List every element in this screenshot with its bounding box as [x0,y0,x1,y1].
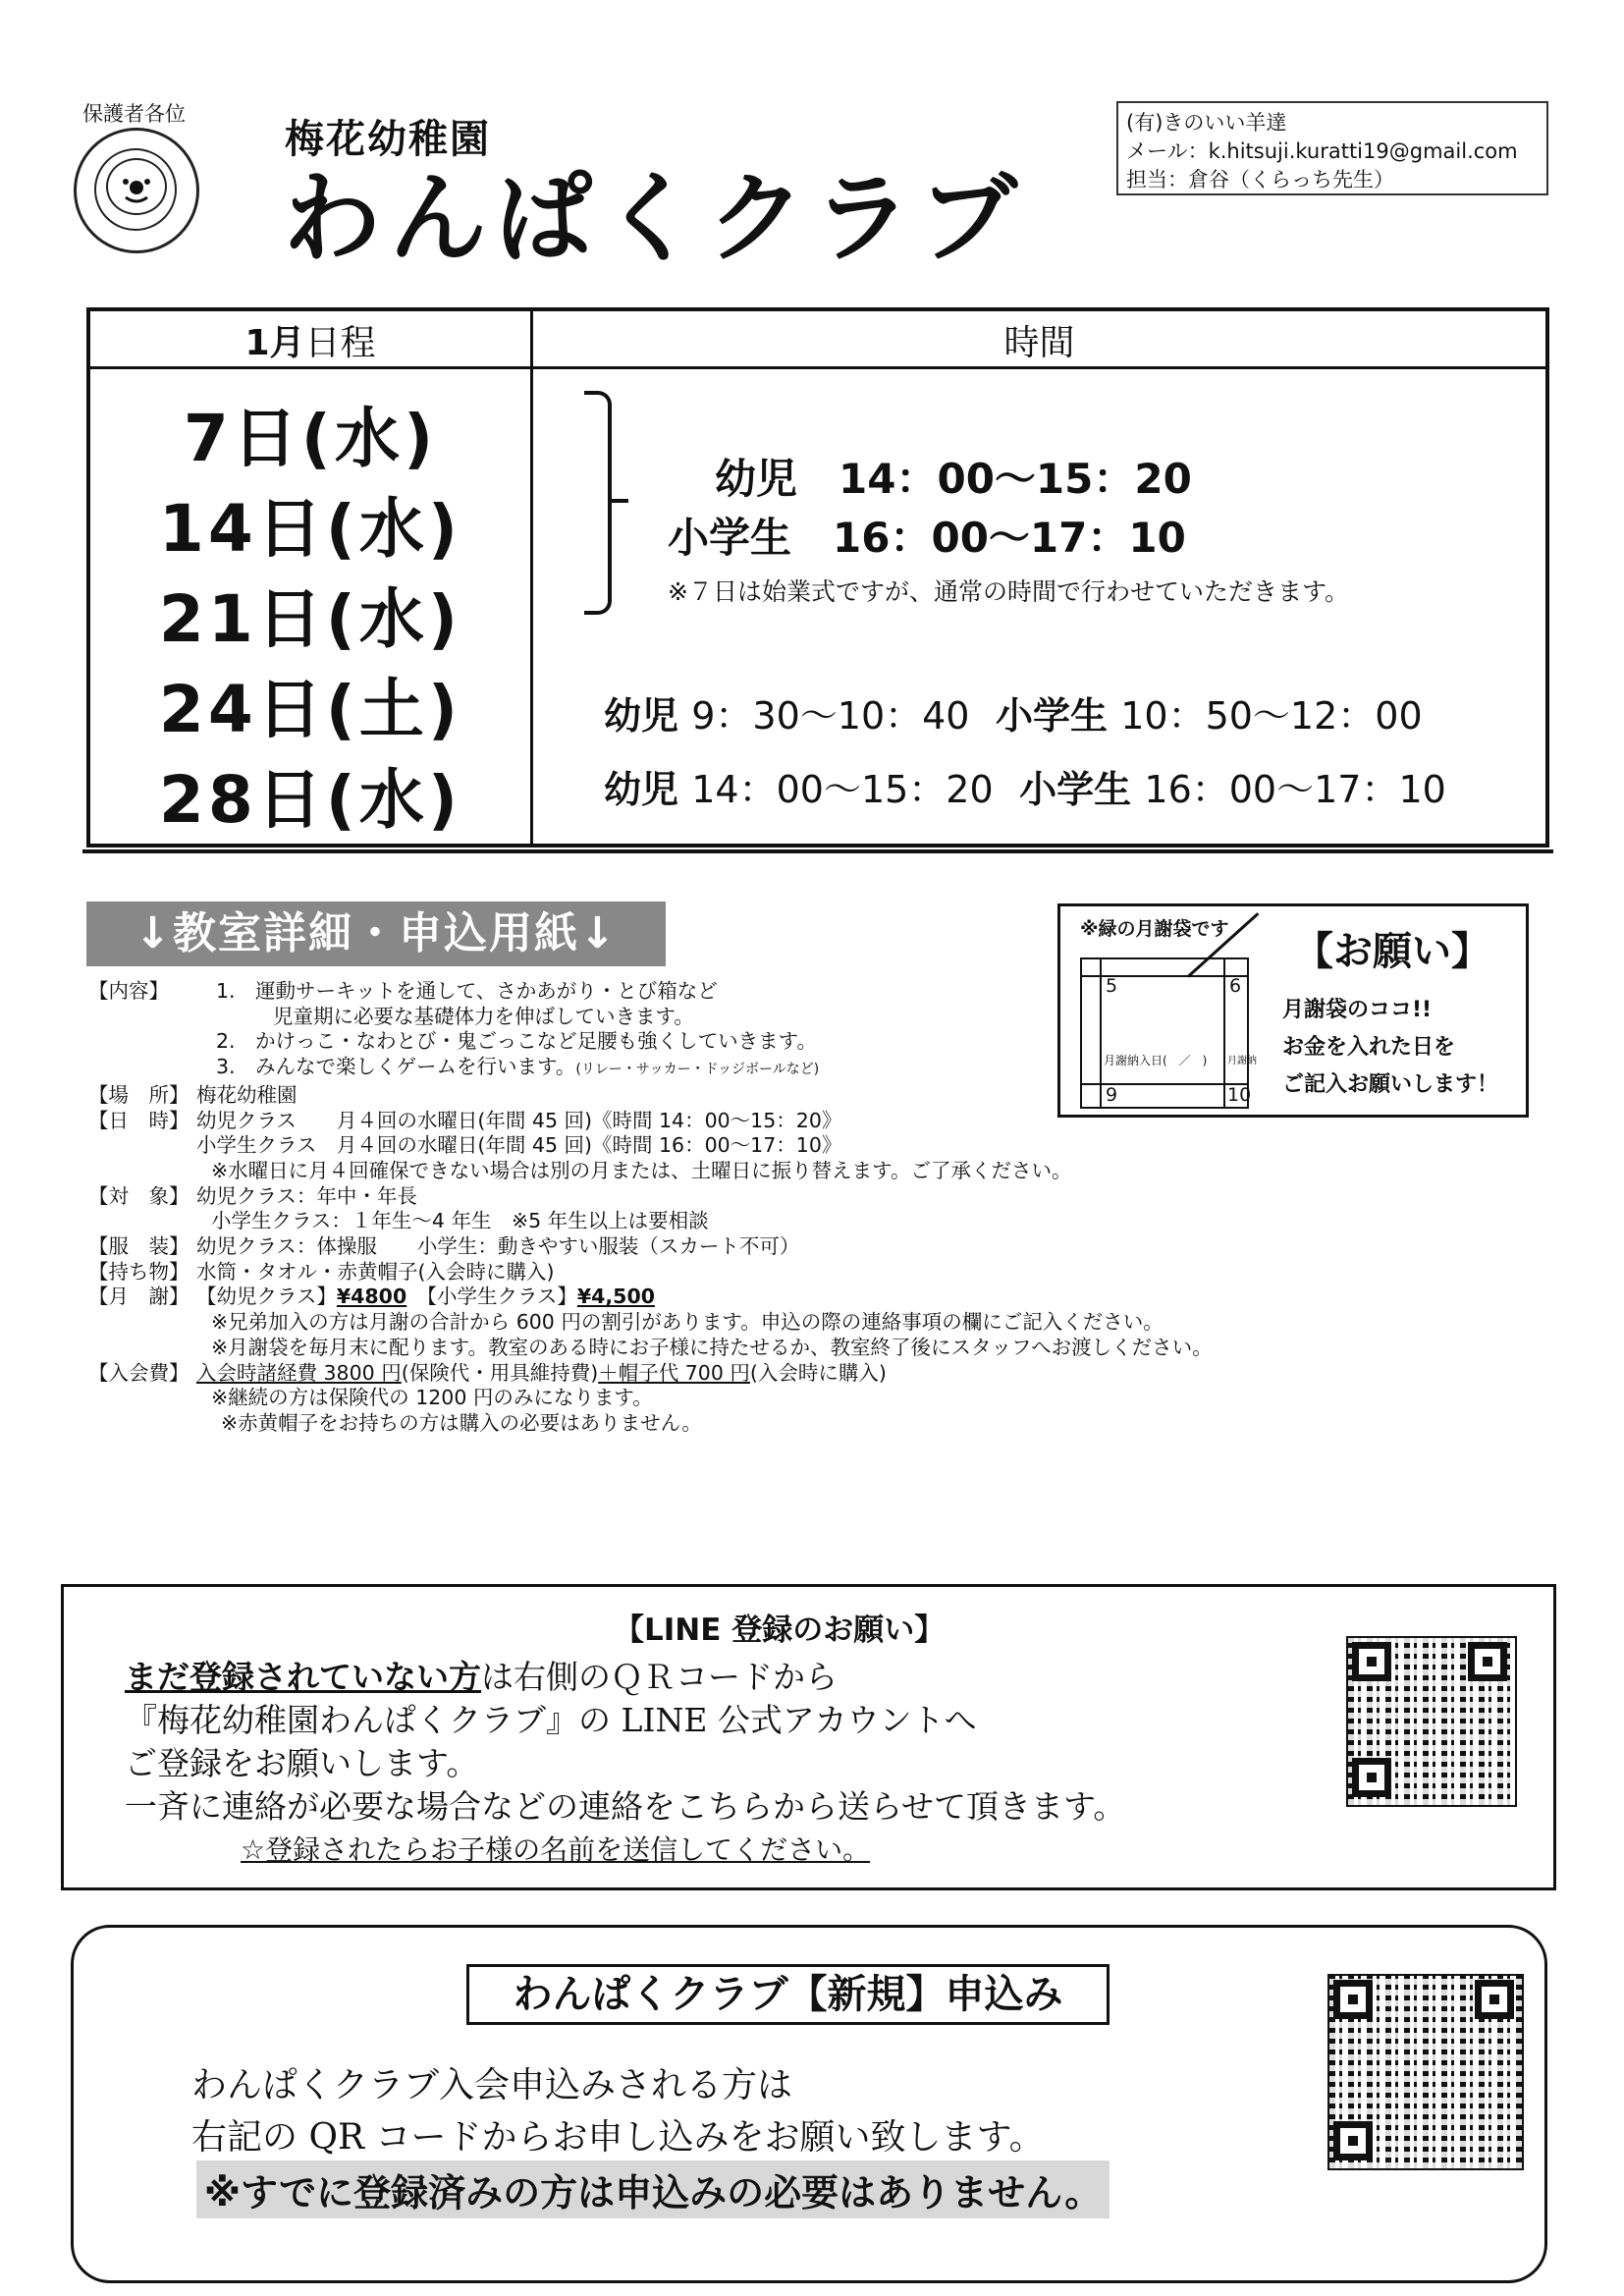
notice-line-3: ご記入お願いします！ [1282,1072,1499,1097]
contact-box [1116,101,1548,195]
row28-times: 幼児 14：00〜15：20 小学生 16：00〜17：10 [604,768,1446,811]
club-title: わんぱくクラブ [283,161,1025,276]
row24-times: 幼児 9：30〜10：40 小学生 10：50〜12：00 [604,694,1423,738]
logo-seal [74,128,199,253]
group1-youji: 幼児 14：00〜15：20 [715,455,1192,503]
recipient: 保護者各位 [82,102,186,126]
date-14: 14日(水) [158,491,462,567]
date-21: 21日(水) [158,581,462,657]
schedule-time-header: 時間 [1003,323,1075,363]
date-7: 7日(水) [183,401,438,476]
payment-bag-illustration: 5 6 9 10 月謝納入日( ／ ) 月謝納 [1080,957,1249,1109]
line-text-3: ご登録をお願いします。 [125,1744,479,1782]
line-qr-code-icon[interactable] [1346,1636,1517,1807]
line-text-4: 一斉に連絡が必要な場合などの連絡をこちらから送らせて頂きます。 [125,1787,1126,1826]
apply-text-1: わんぱくクラブ入会申込みされる方は [191,2065,793,2105]
class-details: 【内容】 1. 運動サーキットを通して、さかあがり・とび箱など 児童期に必要な基礎体力を伸ばしていきます。 2. かけっこ・なわとび・鬼ごっこなど足腰も強くしていきます。 3. みんなで楽しくゲームを行います。(リレー・サッカー・ドッジボールなど) 【場 所】 梅花幼稚園 【日 時】 幼児クラス 月４回の水曜日(年間 45 回)《時間 14：00〜15：20》 小学生クラス 月４回の水曜日(年間 45 回)《時間 16：00〜17：10》 ※水曜日に月４回確保できない場合は別の月または、土曜日に振り替えます。ご了承ください。 【対 象】 幼児クラス：年中・年長 小学生クラス：１年生〜4 年生 ※5 年生以上は要相談 【服 装】 幼児クラス：体操服 小学生：動きやすい服装（スカート不可） 【持ち物】 水筒・タオル・赤黄帽子(入会時に購入) 【月 謝】 【幼児クラス】¥4800 【小学生クラス】¥4,500 ※兄弟加入の方は月謝の合計から 600 円の割引があります。申込の際の連絡事項の欄にご記入ください。 ※月謝袋を毎月末に配ります。教室のある時にお子様に持たせるか、教室終了後にスタッフへお渡しください。 【入会費】 入会時諸経費 3800 円(保険代・用具維持費)＋帽子代 700 円(入会時に購入) ※継続の方は保険代の 1200 円のみになります。 ※赤黄帽子をお持ちの方は購入の必要はありません。 [88,979,1213,1435]
brace-bracket [584,391,612,615]
apply-text-2: 右記の QR コードからお申し込みをお願い致します。 [191,2117,1045,2158]
line-text-2: 『梅花幼稚園わんぱくクラブ』の LINE 公式アカウントへ [125,1701,977,1739]
notice-caption: ※緑の月謝袋です [1080,918,1229,940]
line-text-5: ☆登録されたらお子様の名前を送信してください。 [241,1833,871,1866]
group1-shougaku: 小学生 16：00〜17：10 [668,514,1186,562]
apply-title: わんぱくクラブ【新規】申込み [466,1964,1110,2025]
apply-text-3: ※すでに登録済みの方は申込みの必要はありません。 [196,2160,1110,2218]
schedule-date-header: 1月日程 [244,323,376,363]
line-registration-box [61,1584,1556,1890]
contact-company: (有)きのいい羊達 [1126,111,1287,135]
line-text-1: まだ登録されていない方は右側のＱＲコードから [125,1658,838,1696]
date-28: 28日(水) [158,762,462,838]
contact-person: 担当：倉谷（くらっち先生） [1126,168,1394,191]
apply-qr-code-icon[interactable] [1327,1974,1524,2170]
contact-email[interactable]: メール：k.hitsuji.kuratti19@gmail.com [1126,139,1518,163]
section-title: ↓教室詳細・申込用紙↓ [86,902,666,966]
notice-line-1: 月謝袋のココ!! [1282,998,1433,1022]
group1-note: ※７日は始業式ですが、通常の時間で行わせていただきます。 [668,577,1349,606]
kindergarten-name: 梅花幼稚園 [285,117,491,162]
notice-line-2: お金を入れた日を [1282,1035,1456,1060]
notice-title: 【お願い】 [1294,929,1490,974]
line-title: 【LINE 登録のお願い】 [614,1613,946,1648]
date-24: 24日(土) [158,672,462,747]
